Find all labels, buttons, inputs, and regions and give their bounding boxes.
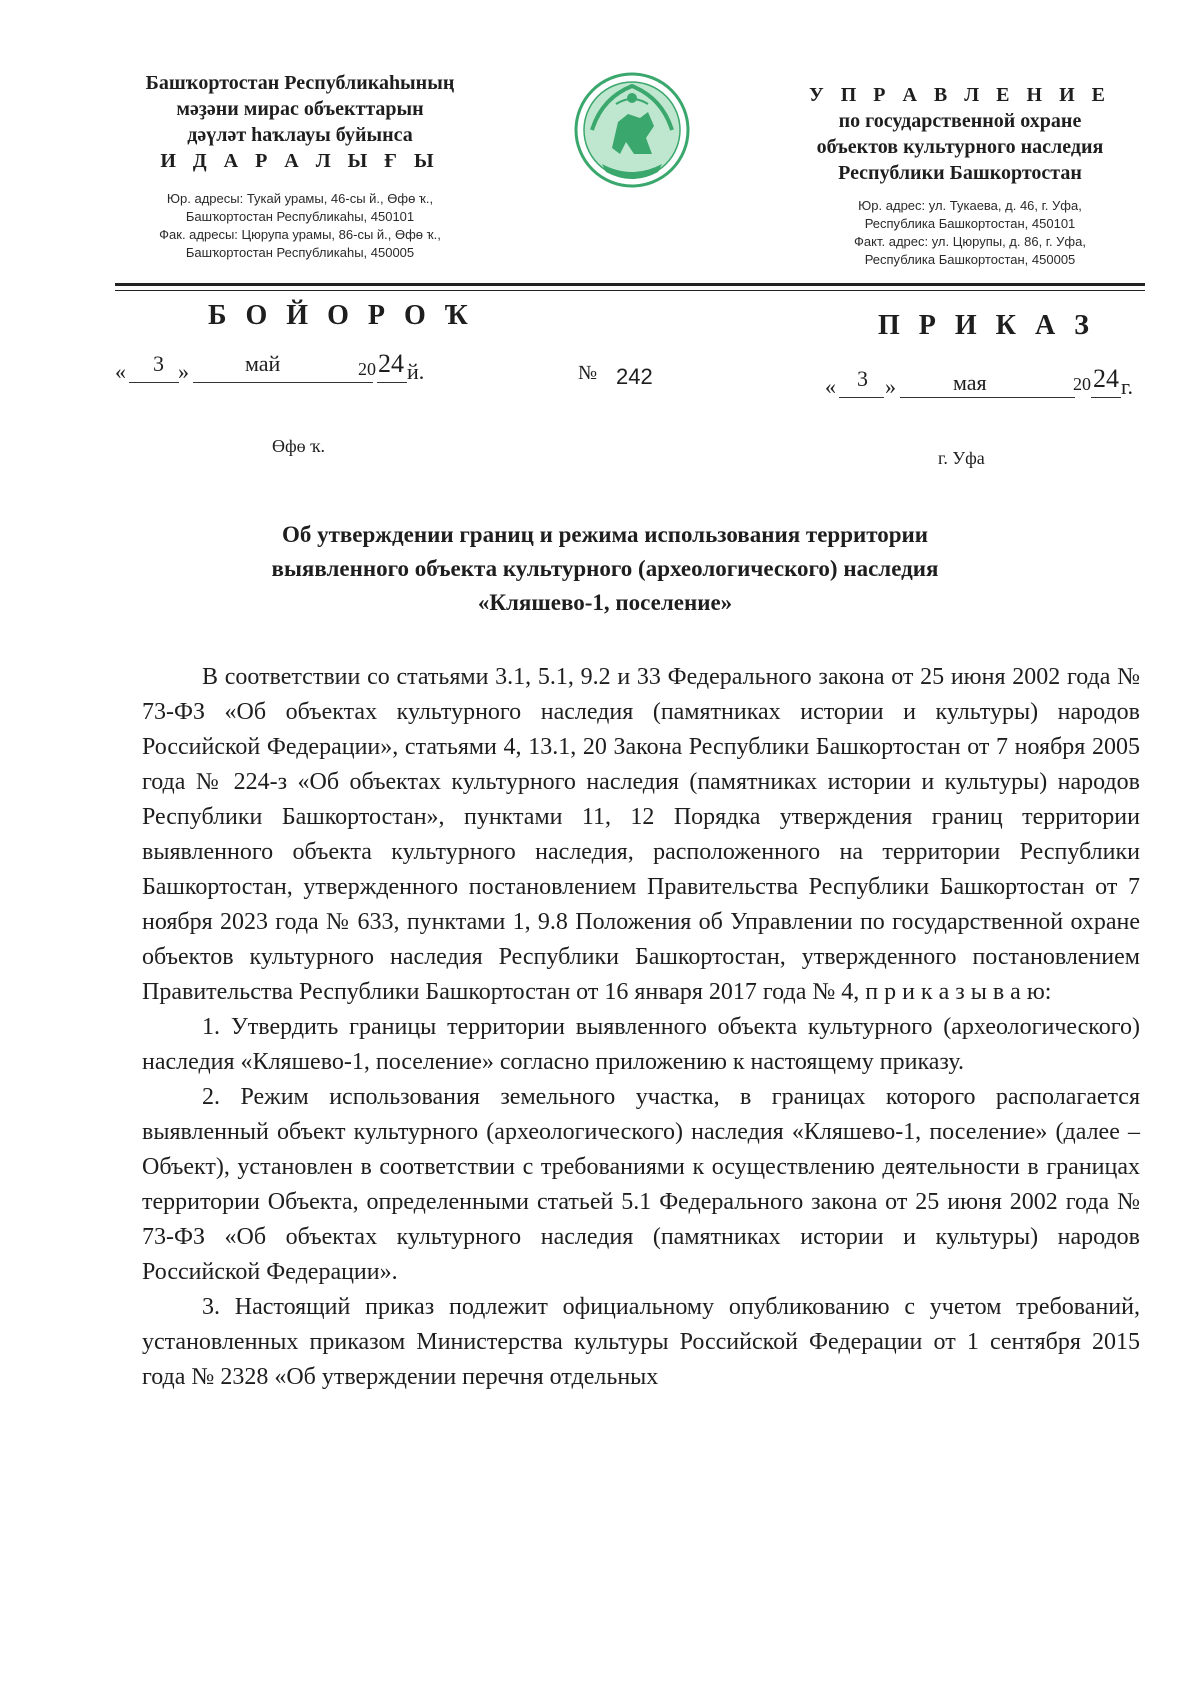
date-right-close-quote: » xyxy=(885,374,896,399)
date-left-year-abbr: й. xyxy=(407,359,425,384)
body-item-1: 1. Утвердить границы территории выявленного объекта культурного (археологического) наследия «Кляшево-1, поселение» согласно приложению к настоящему приказу. xyxy=(142,1014,1140,1075)
place-right: г. Уфа xyxy=(938,448,985,468)
body-item-2: 2. Режим использования земельного участка, в границах которого располагается выявленный объект культурного (археологического) наследия «Кляшево-1, поселение» (далее – Объект), установлен в соответствии с требованиями к осуществлению деятельности в границах территории Объекта, определенными статьей 5.1 Федерального закона от 25 июня 2002 года № 73-ФЗ «Об объектах культурного наследия (памятниках истории и культуры) народов Российской Федерации». xyxy=(142,1084,1140,1285)
date-right-year-prefix: 20 xyxy=(1073,374,1091,394)
right-address-line: Юр. адрес: ул. Тукаева, д. 46, г. Уфа, xyxy=(858,198,1082,213)
body-preamble: В соответствии со статьями 3.1, 5.1, 9.2 и 33 Федерального закона от 25 июня 2002 года № 73-ФЗ «Об объектах культурного наследия (памятниках истории и культуры) народов Российской Федерации», статьями 4, 13.1, 20 Закона Республики Башкортостан от 7 ноября 2005 года № 224-з «Об объектах культурного наследия (памятниках истории и культуры) народов Республики Башкортостан», пунктами 11, 12 Порядка утверждения границ территории выявленного объекта культурного наследия, расположенного на территории Республики Башкортостан, утвержденного постановлением Правительства Республики Башкортостан от 7 ноября 2023 года № 633, пунктами 1, 9.8 Положения об Управлении по государственной охране объектов культурного наследия Республики Башкортостан, утвержденного постановлением Правительства Республики Башкортостан от 16 января 2017 года № 4, п р и к а з ы в а ю: xyxy=(142,664,1140,1005)
bashkortostan-emblem-icon xyxy=(572,68,692,198)
left-org-line: И Д А Р А Л Ы Ғ Ы xyxy=(160,150,440,172)
right-address-line: Факт. адрес: ул. Цюрупы, д. 86, г. Уфа, xyxy=(854,234,1086,249)
right-address xyxy=(820,197,1120,269)
date-right-year-abbr: г. xyxy=(1121,374,1134,399)
right-address-line: Республика Башкортостан, 450101 xyxy=(864,216,1076,231)
left-address-line: Башҡортостан Республикаһы, 450005 xyxy=(185,245,415,260)
place-left: Өфө ҡ. xyxy=(272,436,325,456)
right-org-line: объектов культурного наследия xyxy=(816,136,1104,158)
left-address-line: Фак. адресы: Цюрупа урамы, 86-сы й., Өфө ҡ., xyxy=(159,227,441,242)
left-address-line: Башҡортостан Республикаһы, 450101 xyxy=(185,209,415,224)
right-org-name xyxy=(790,82,1130,186)
right-address-line: Республика Башкортостан, 450005 xyxy=(864,252,1076,267)
doc-type-bashkir: Б О Й О Р О Ҡ xyxy=(208,300,474,331)
date-right xyxy=(825,364,1145,400)
date-right-month-underline xyxy=(900,397,1075,398)
left-address-line: Юр. адресы: Тукай урамы, 46-сы й., Өфө ҡ., xyxy=(166,191,434,206)
date-right-open-quote: « xyxy=(825,374,836,399)
left-org-line: Башҡортостан Республикаһының xyxy=(145,72,455,94)
title-line: Об утверждении границ и режима использования территории xyxy=(281,522,929,547)
doc-number-value: 242 xyxy=(616,364,653,389)
right-org-line: по государственной охране xyxy=(838,110,1082,132)
date-left xyxy=(115,349,435,385)
date-left-day-underline xyxy=(129,382,179,383)
right-org-line: Республики Башкортостан xyxy=(838,162,1082,184)
doc-number-sign: № xyxy=(578,362,598,384)
title-line: «Кляшево-1, поселение» xyxy=(477,590,733,615)
date-right-year-suffix: 24 xyxy=(1093,364,1119,393)
date-left-month: май xyxy=(245,351,281,376)
date-left-year-prefix: 20 xyxy=(358,359,376,379)
left-org-line: мәҙәни мирас объекттарын xyxy=(176,98,424,120)
left-org-name xyxy=(115,70,485,174)
left-address xyxy=(130,190,470,262)
date-right-day-underline xyxy=(839,397,884,398)
doc-type-russian: П Р И К А З xyxy=(878,310,1095,341)
header-divider-thin xyxy=(115,290,1145,291)
date-right-day: 3 xyxy=(857,366,868,391)
document-title xyxy=(170,518,1040,620)
date-right-year-underline xyxy=(1091,397,1121,398)
body-item-3: 3. Настоящий приказ подлежит официальному опубликованию с учетом требований, установленных приказом Министерства культуры Российской Федерации от 1 сентября 2015 года № 2328 «Об утверждении перечня отдельных xyxy=(142,1294,1140,1390)
header-divider-thick xyxy=(115,283,1145,286)
date-left-close-quote: » xyxy=(178,359,189,384)
date-left-year-underline xyxy=(377,382,407,383)
title-line: выявленного объекта культурного (археологического) наследия xyxy=(271,556,939,581)
right-org-line: У П Р А В Л Е Н И Е xyxy=(809,84,1111,106)
date-left-month-underline xyxy=(193,382,373,383)
document-body xyxy=(142,660,1140,1395)
date-left-open-quote: « xyxy=(115,359,126,384)
date-right-month: мая xyxy=(953,370,987,395)
date-left-year-suffix: 24 xyxy=(378,349,404,378)
left-org-line: дәүләт һаҡлауы буйынса xyxy=(187,124,413,146)
date-left-day: 3 xyxy=(153,351,164,376)
